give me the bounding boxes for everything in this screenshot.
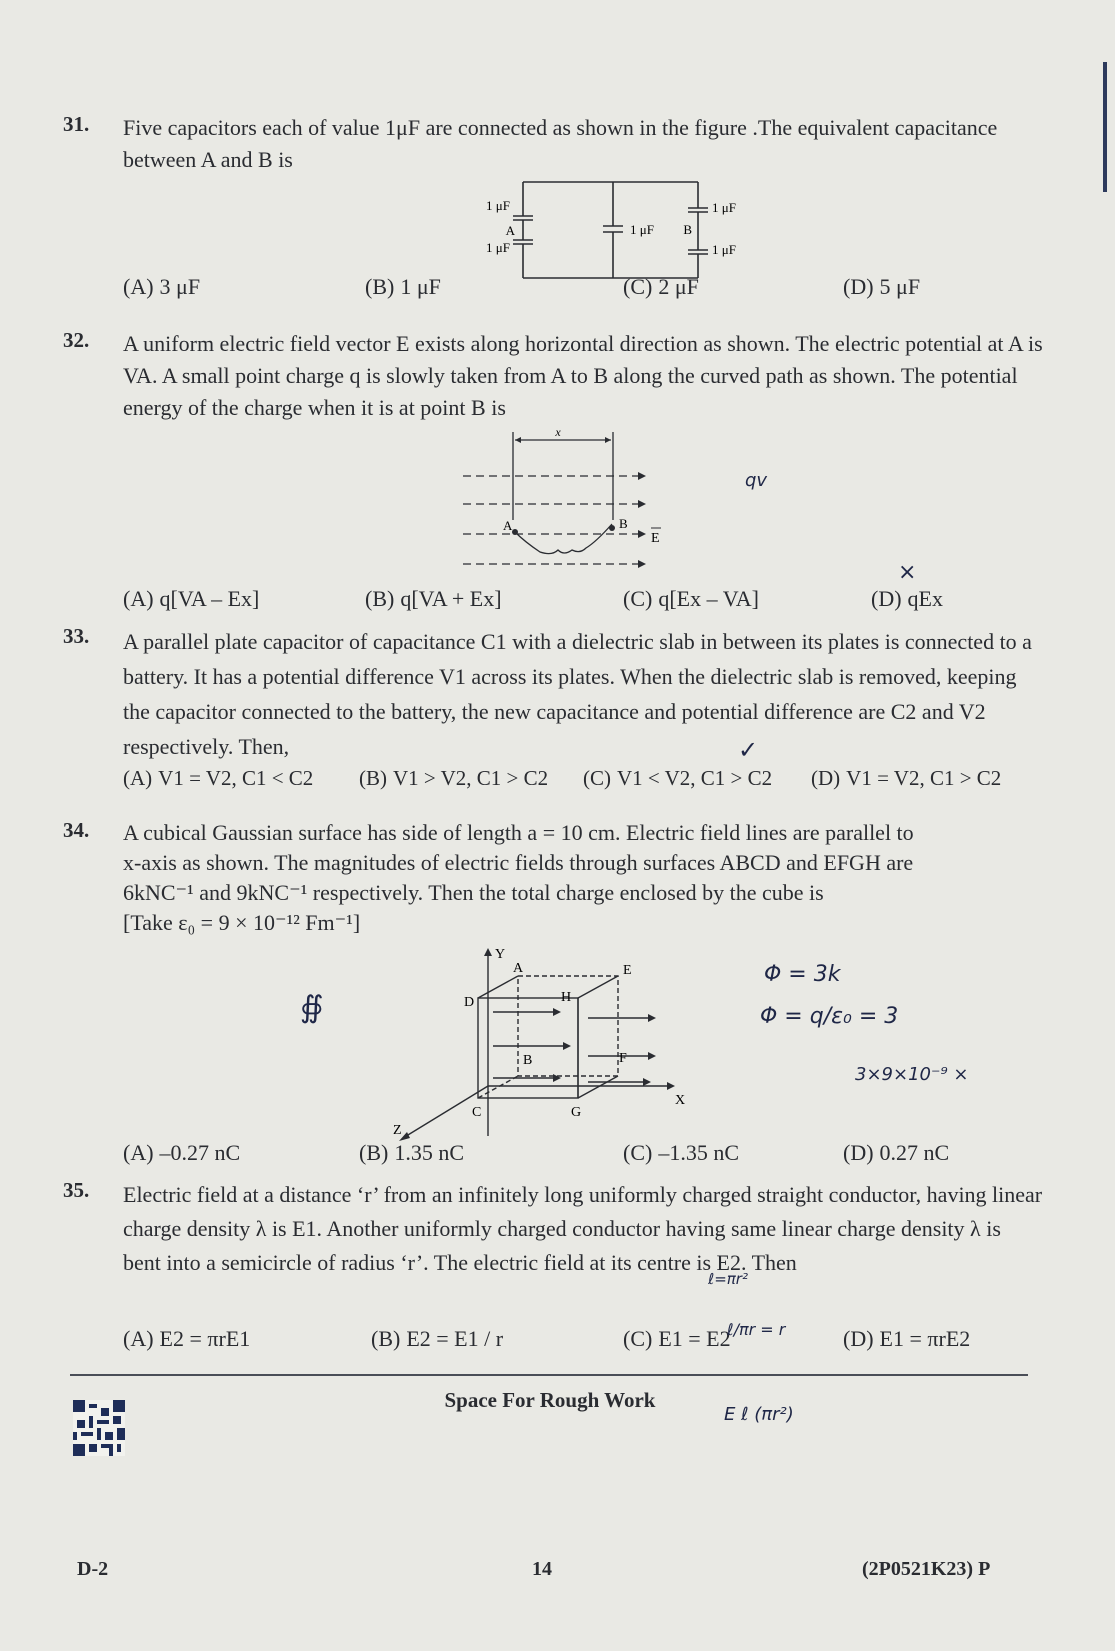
y-axis-label: Y (495, 947, 506, 962)
options-row (123, 766, 1043, 806)
question-number: 33. (63, 624, 90, 648)
question-number: 32. (63, 328, 90, 352)
option-d[interactable]: (D) 0.27 nC (843, 1140, 950, 1165)
vertex-b: B (523, 1053, 533, 1068)
page-number: 14 (532, 1558, 552, 1580)
qr-code-icon (73, 1400, 125, 1456)
rough-work-heading: Space For Rough Work (444, 1388, 656, 1412)
vertex-h: H (561, 990, 572, 1005)
option-c[interactable]: (C) –1.35 nC (623, 1140, 740, 1165)
field-label: E (651, 531, 660, 546)
paper-code: (2P0521K23) P (862, 1558, 991, 1580)
question-text: A uniform electric field vector E exists along horizontal direction as shown. The electric potential at A is VA. A small point charge q is slowly taken from A to B along the curved path as shown. The potential energy of the charge when it is at point B is (123, 331, 1043, 420)
vertex-a: A (513, 961, 524, 976)
option-c[interactable]: (C) E1 = E2 (623, 1326, 731, 1351)
point-a-label: A (503, 518, 513, 533)
handwritten-scribble: ∯ (300, 990, 324, 1025)
option-a[interactable]: (A) V1 = V2, C1 < C2 (123, 766, 314, 790)
gaussian-cube-figure (393, 946, 713, 1146)
question-33 (63, 624, 1043, 790)
question-number: 31. (63, 112, 90, 136)
question-31 (63, 112, 1043, 299)
options-row (123, 1326, 1043, 1366)
cross-mark-icon: × (898, 560, 917, 585)
option-c[interactable]: (C) V1 < V2, C1 > C2 (583, 766, 773, 790)
capacitor-circuit-figure (408, 174, 736, 284)
option-d[interactable]: (D) V1 = V2, C1 > C2 (811, 766, 1002, 790)
question-text: A cubical Gaussian surface has side of length a = 10 cm. Electric field lines are parallel to x-axis as shown. The magnitudes of electric fields through surfaces ABCD and EFGH are 6kNC⁻¹ and 9kNC⁻¹ respectively. Then the total charge enclosed by the cube is [Take ε₀ = 9 × 10⁻¹² Fm⁻¹] (123, 820, 914, 935)
option-b[interactable]: (B) 1.35 nC (359, 1140, 465, 1165)
handwritten-note: ℓ/πr = r (727, 1320, 786, 1339)
option-a[interactable]: (A) –0.27 nC (123, 1140, 241, 1165)
option-a[interactable]: (A) 3 μF (123, 274, 201, 299)
question-text: A parallel plate capacitor of capacitance C1 with a dielectric slab in between its plates is connected to a battery. It has a potential difference V1 across its plates. When the dielectric slab is removed, keeping the capacitor connected to the battery, the new capacitance and potential difference are C2 and V2 respectively. Then, (123, 629, 1032, 759)
node-a-label: A (505, 223, 515, 238)
point-b-label: B (619, 516, 628, 531)
cap-label: 1 μF (486, 240, 510, 255)
handwritten-note: E ℓ (πr²) (724, 1404, 794, 1425)
handwritten-note: qv (745, 470, 768, 491)
option-d[interactable]: (D) E1 = πrE2 (843, 1326, 971, 1351)
vertex-d: D (464, 995, 475, 1010)
option-a[interactable]: (A) q[VA – Ex] (123, 586, 260, 611)
cap-label: 1 μF (712, 242, 736, 257)
footer-left: D-2 (77, 1558, 109, 1580)
electric-field-figure (453, 425, 673, 580)
vertex-f: F (619, 1051, 627, 1066)
handwritten-note: Φ = 3k (764, 962, 841, 987)
tick-mark-icon: ✓ (738, 736, 759, 764)
options-row (123, 586, 1043, 626)
question-text: Electric field at a distance ‘r’ from an infinitely long uniformly charged straight conductor, having linear charge density λ is E1. Another uniformly charged conductor having same linear charge density λ is bent into a semicircle of radius ‘r’. The electric field at its centre is E2. Then (123, 1182, 1043, 1275)
option-c[interactable]: (C) q[Ex – VA] (623, 586, 759, 611)
options-row (123, 274, 1043, 314)
option-d[interactable]: (D) 5 μF (843, 274, 921, 299)
options-row (123, 1140, 1043, 1180)
option-c[interactable]: (C) 2 μF (623, 274, 699, 299)
question-number: 34. (63, 818, 90, 842)
handwritten-note: 3×9×10⁻⁹ × (855, 1064, 969, 1085)
cap-label: 1 μF (712, 200, 736, 215)
x-axis-label: X (675, 1093, 686, 1108)
option-b[interactable]: (B) q[VA + Ex] (365, 586, 502, 611)
x-distance-label: x (555, 425, 561, 439)
handwritten-note: Φ = q/ε₀ = 3 (760, 1004, 899, 1029)
option-b[interactable]: (B) E2 = E1 / r (371, 1326, 504, 1351)
divider (70, 1374, 1028, 1376)
question-text: Five capacitors each of value 1μF are connected as shown in the figure .The equivalent capacitance between A and B is (123, 115, 998, 172)
option-b[interactable]: (B) 1 μF (365, 274, 441, 299)
vertex-e: E (623, 963, 632, 978)
vertex-c: C (472, 1105, 482, 1120)
question-32 (63, 328, 1043, 611)
cap-label: 1 μF (486, 198, 510, 213)
z-axis-label: Z (393, 1123, 402, 1138)
option-a[interactable]: (A) E2 = πrE1 (123, 1326, 251, 1351)
node-b-label: B (683, 222, 692, 237)
question-number: 35. (63, 1178, 90, 1202)
vertex-g: G (571, 1105, 582, 1120)
handwritten-note: ℓ=πr² (708, 1270, 748, 1288)
option-d[interactable]: (D) qEx (871, 586, 943, 611)
page-edge-marker (1103, 62, 1107, 192)
option-b[interactable]: (B) V1 > V2, C1 > C2 (359, 766, 549, 790)
cap-label: 1 μF (630, 222, 654, 237)
